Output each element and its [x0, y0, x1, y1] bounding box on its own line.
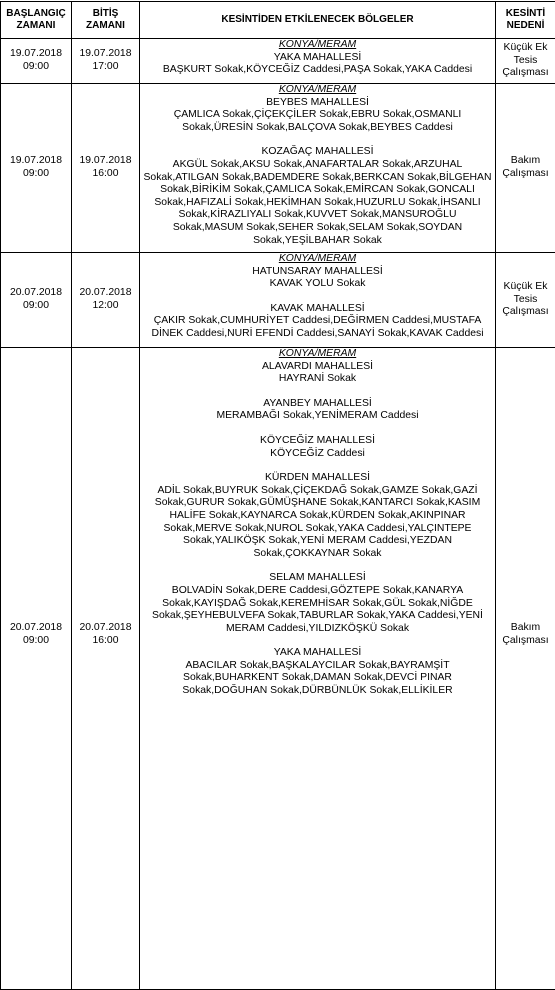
street-list: Sokak,MERVE Sokak,NUROL Sokak,YAKA Caddesi,YALÇINTEPE — [142, 523, 493, 536]
street-list: HAYRANİ Sokak — [142, 373, 493, 386]
spacer — [142, 134, 493, 146]
street-list: BOLVADİN Sokak,DERE Caddesi,GÖZTEPE Sokak,KANARYA — [142, 585, 493, 598]
neighborhood-title: AYANBEY MAHALLESİ — [142, 398, 493, 411]
neighborhood-title: HATUNSARAY MAHALLESİ — [142, 266, 493, 279]
start-time-cell: 19.07.2018 09:00 — [1, 84, 72, 253]
table-row — [1, 39, 555, 84]
table-row — [1, 253, 555, 348]
street-list: Sokak,YALIKÖŞK Sokak,YENİ MERAM Caddesi,YEZDAN — [142, 535, 493, 548]
regions-cell — [140, 348, 496, 990]
street-list: KÖYCEĞİZ Caddesi — [142, 448, 493, 461]
street-list: AKGÜL Sokak,AKSU Sokak,ANAFARTALAR Sokak,ARZUHAL — [142, 159, 493, 172]
table-row — [1, 84, 555, 253]
street-list: Sokak,HAFIZALİ Sokak,HEKİMHAN Sokak,HUZURLU Sokak,İHSANLI — [142, 197, 493, 210]
spacer — [142, 291, 493, 303]
neighborhood-title: KOZAĞAÇ MAHALLESİ — [142, 146, 493, 159]
header-regions: KESİNTİDEN ETKİLENECEK BÖLGELER — [140, 2, 496, 39]
regions-cell — [140, 39, 496, 84]
street-list: ÇAMLICA Sokak,ÇİÇEKÇİLER Sokak,EBRU Sokak,OSMANLI — [142, 109, 493, 122]
street-list: Sokak,ŞEYHEBULVEFA Sokak,TABURLAR Sokak,YAKA Caddesi,YENİ — [142, 610, 493, 623]
neighborhood-title: KAVAK MAHALLESİ — [142, 303, 493, 316]
street-list: Sokak,KAYIŞDAĞ Sokak,KEREMHİSAR Sokak,GÜL Sokak,NİĞDE — [142, 598, 493, 611]
regions-cell — [140, 84, 496, 253]
reason-cell: Bakım Çalışması — [496, 84, 555, 253]
street-list: HALİFE Sokak,KAYNARCA Sokak,KÜRDEN Sokak,AKINPINAR — [142, 510, 493, 523]
neighborhood-title: BEYBES MAHALLESİ — [142, 97, 493, 110]
end-time-cell: 20.07.2018 16:00 — [72, 348, 140, 990]
neighborhood-title: ALAVARDI MAHALLESİ — [142, 361, 493, 374]
neighborhood-title: YAKA MAHALLESİ — [142, 647, 493, 660]
street-list: DİNEK Caddesi,NURİ EFENDİ Caddesi,SANAYİ Sokak,KAVAK Caddesi — [142, 328, 493, 341]
street-list: KAVAK YOLU Sokak — [142, 278, 493, 291]
street-list: MERAMBAĞI Sokak,YENİMERAM Caddesi — [142, 410, 493, 423]
street-list: Sokak,YEŞİLBAHAR Sokak — [142, 235, 493, 248]
spacer — [142, 386, 493, 398]
header-row — [1, 2, 555, 39]
street-list: Sokak,MASUM Sokak,SEHER Sokak,SELAM Sokak,SOYDAN — [142, 222, 493, 235]
province-label: KONYA/MERAM — [142, 84, 493, 97]
header-reason: KESİNTİ NEDENİ — [496, 2, 555, 39]
regions-cell — [140, 253, 496, 348]
street-list: ABACILAR Sokak,BAŞKALAYCILAR Sokak,BAYRAMŞİT — [142, 660, 493, 673]
province-label: KONYA/MERAM — [142, 348, 493, 361]
reason-cell: Bakım Çalışması — [496, 348, 555, 990]
street-list: Sokak,ÜRESİN Sokak,BALÇOVA Sokak,BEYBES Caddesi — [142, 122, 493, 135]
neighborhood-title: KÖYCEĞİZ MAHALLESİ — [142, 435, 493, 448]
province-label: KONYA/MERAM — [142, 39, 493, 52]
end-time-cell: 19.07.2018 16:00 — [72, 84, 140, 253]
street-list: Sokak,ÇOKKAYNAR Sokak — [142, 548, 493, 561]
reason-cell: Küçük Ek Tesis Çalışması — [496, 253, 555, 348]
province-label: KONYA/MERAM — [142, 253, 493, 266]
street-list: BAŞKURT Sokak,KÖYCEĞİZ Caddesi,PAŞA Sokak,YAKA Caddesi — [142, 64, 493, 77]
neighborhood-title: KÜRDEN MAHALLESİ — [142, 472, 493, 485]
street-list: MERAM Caddesi,YILDIZKÖŞKÜ Sokak — [142, 623, 493, 636]
neighborhood-title: YAKA MAHALLESİ — [142, 52, 493, 65]
spacer — [142, 560, 493, 572]
header-end-time: BİTİŞ ZAMANI — [72, 2, 140, 39]
start-time-cell: 19.07.2018 09:00 — [1, 39, 72, 84]
start-time-cell: 20.07.2018 09:00 — [1, 253, 72, 348]
street-list: Sokak,BİRİKİM Sokak,ÇAMLICA Sokak,EMİRCAN Sokak,GONCALI — [142, 184, 493, 197]
reason-cell: Küçük Ek Tesis Çalışması — [496, 39, 555, 84]
neighborhood-title: SELAM MAHALLESİ — [142, 572, 493, 585]
street-list: Sokak,ATILGAN Sokak,BADEMDERE Sokak,BERKCAN Sokak,BİLGEHAN — [142, 172, 493, 185]
street-list: Sokak,DOĞUHAN Sokak,DÜRBÜNLÜK Sokak,ELLİKİLER — [142, 685, 493, 698]
start-time-cell: 20.07.2018 09:00 — [1, 348, 72, 990]
end-time-cell: 20.07.2018 12:00 — [72, 253, 140, 348]
table-row — [1, 348, 555, 990]
street-list: ÇAKIR Sokak,CUMHURİYET Caddesi,DEĞİRMEN Caddesi,MUSTAFA — [142, 315, 493, 328]
spacer — [142, 423, 493, 435]
header-start-time: BAŞLANGIÇ ZAMANI — [1, 2, 72, 39]
outage-table — [0, 1, 555, 990]
spacer — [142, 635, 493, 647]
street-list: ADİL Sokak,BUYRUK Sokak,ÇİÇEKDAĞ Sokak,GAMZE Sokak,GAZİ — [142, 485, 493, 498]
street-list: Sokak,BUHARKENT Sokak,DAMAN Sokak,DEVCİ PINAR — [142, 672, 493, 685]
end-time-cell: 19.07.2018 17:00 — [72, 39, 140, 84]
street-list: Sokak,KİRAZLIYALI Sokak,KUVVET Sokak,MANSUROĞLU — [142, 209, 493, 222]
street-list: Sokak,GURUR Sokak,GÜMÜŞHANE Sokak,KANTARCI Sokak,KASIM — [142, 497, 493, 510]
spacer — [142, 460, 493, 472]
